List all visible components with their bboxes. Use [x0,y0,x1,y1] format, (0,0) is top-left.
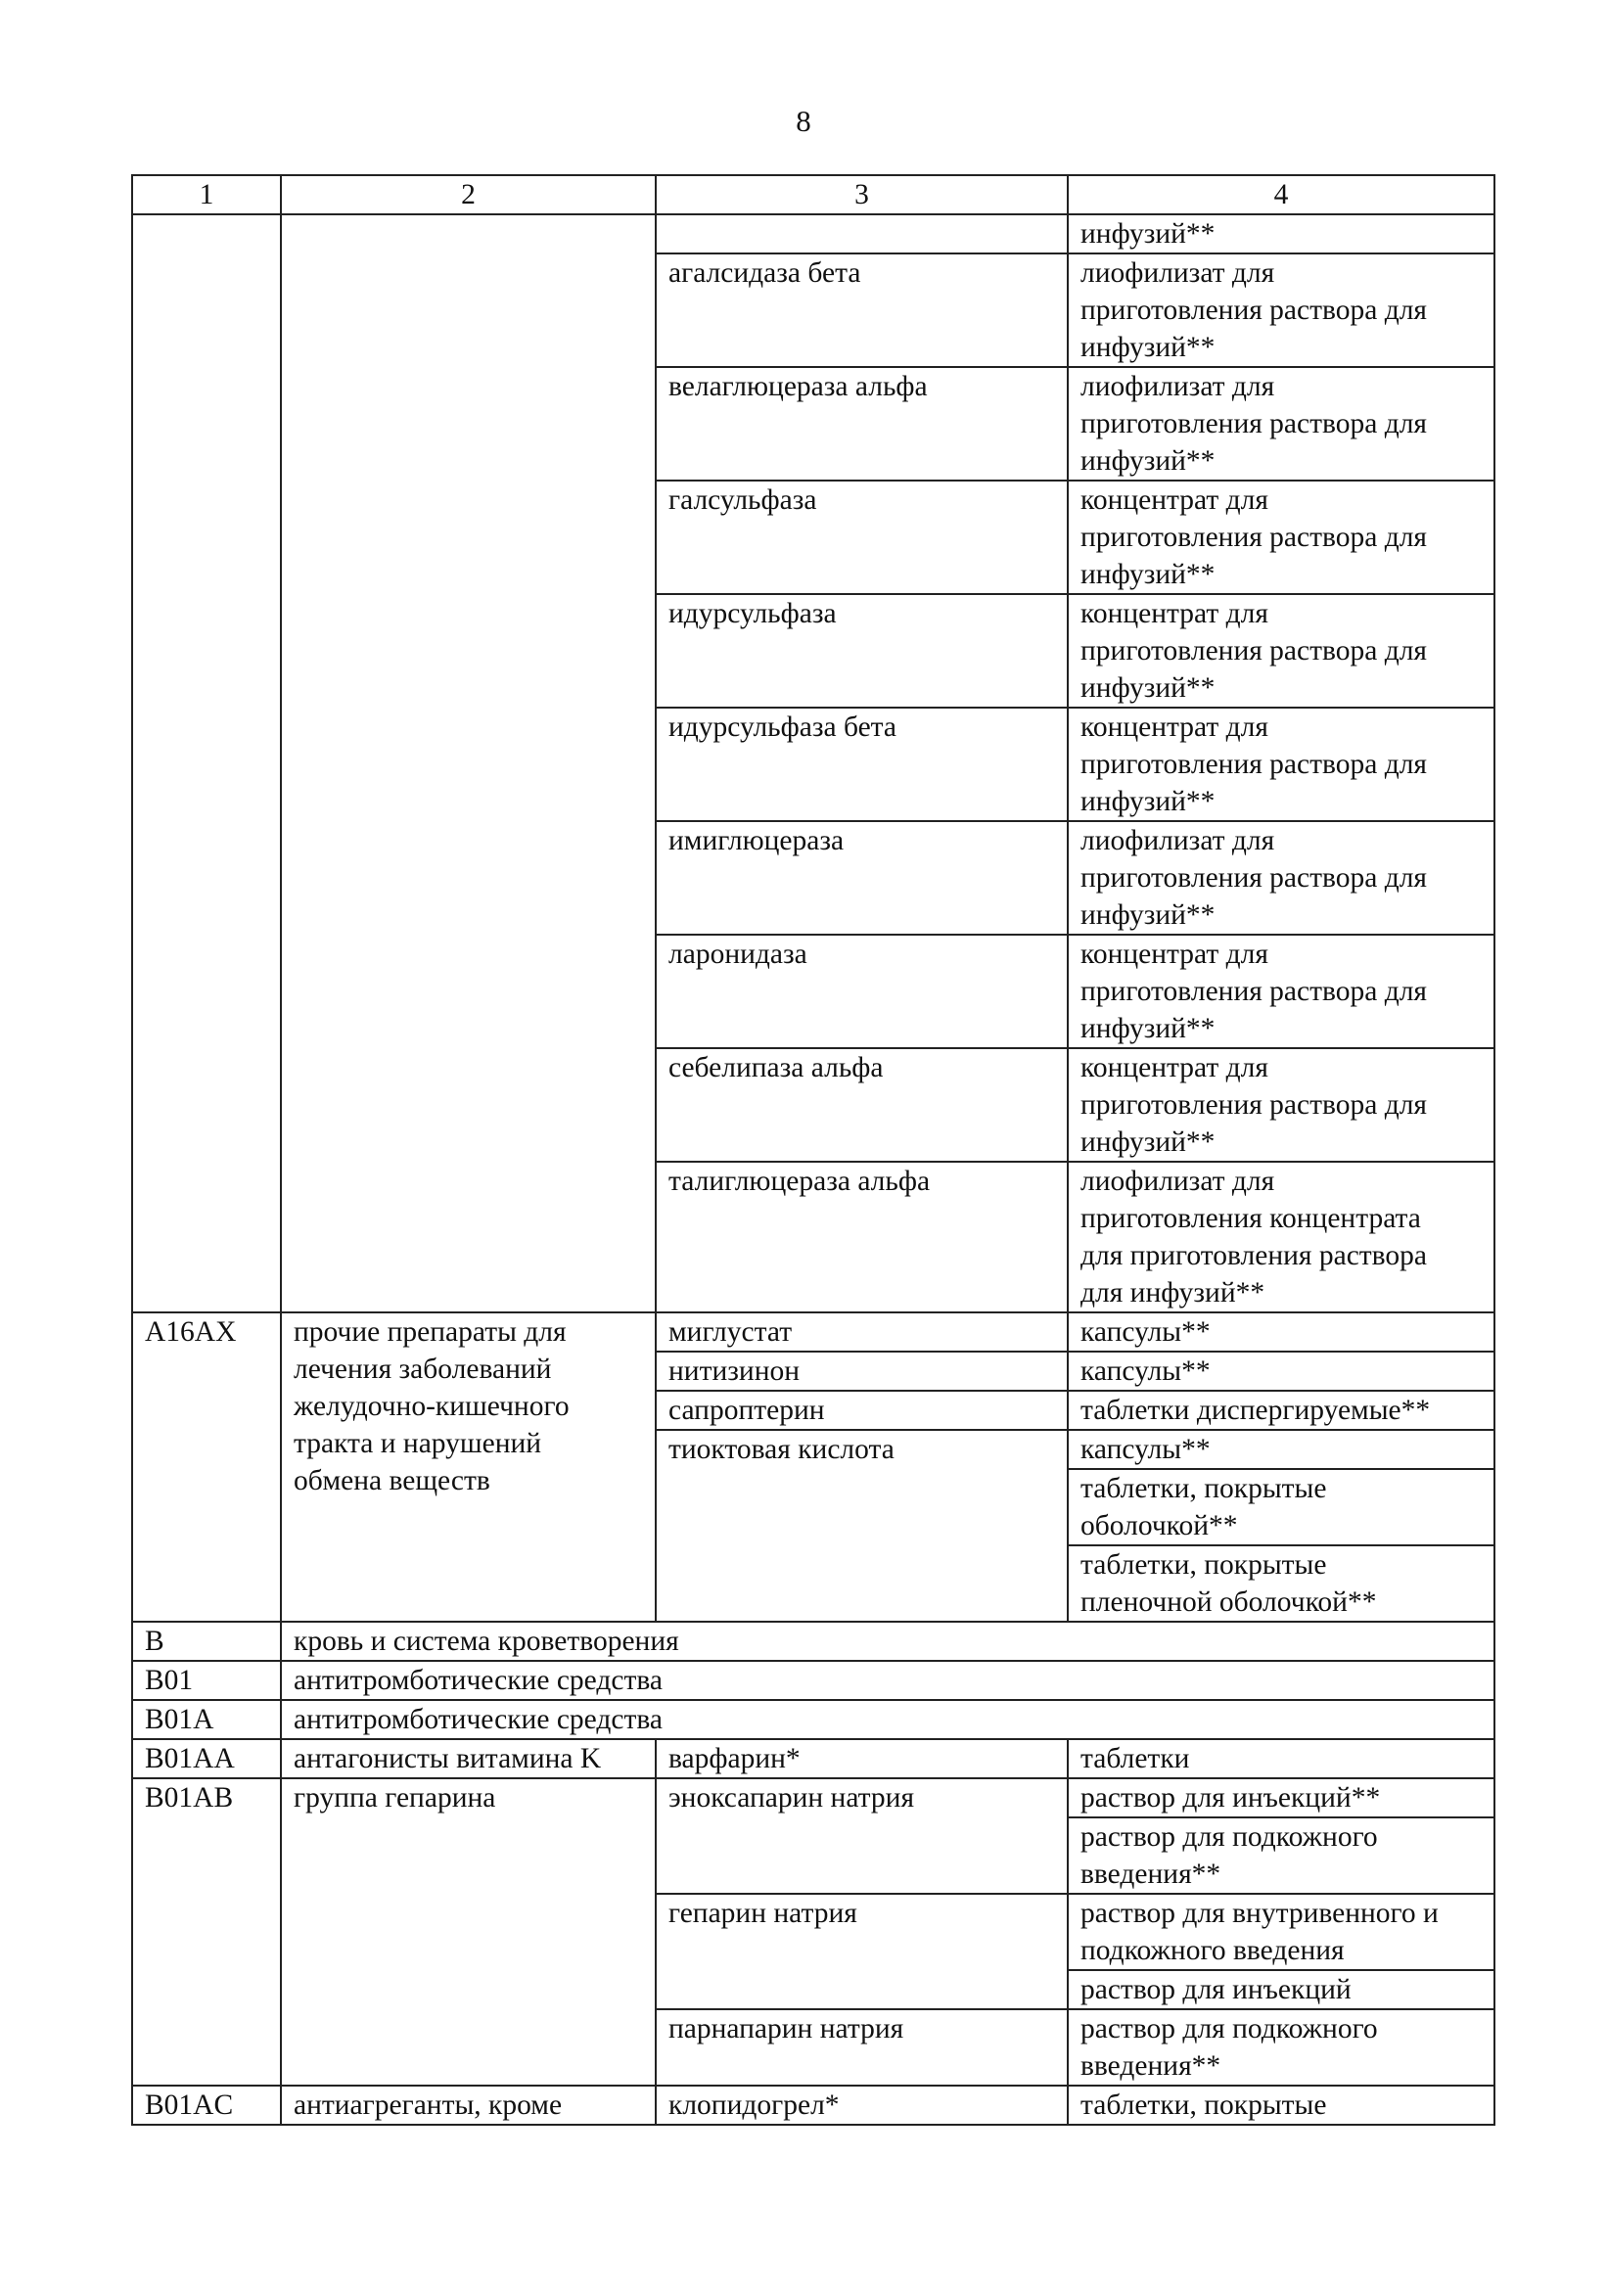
code-cell: A16AX [132,1312,281,1622]
header-row [132,175,1494,214]
group-cell: антагонисты витамина K [281,1739,656,1778]
form-cell: раствор для инъекций [1068,1970,1494,2009]
drug-cell: парнапарин натрия [656,2009,1068,2086]
form-cell: концентрат для приготовления раствора для инфузий** [1068,1048,1494,1162]
table-row [132,1312,1494,1352]
page-number: 8 [796,104,811,138]
code-cell: B01A [132,1700,281,1739]
table-header [132,175,1494,214]
table-row [132,2086,1494,2125]
form-cell: концентрат для приготовления раствора для инфузий** [1068,935,1494,1048]
drug-cell: талиглюцераза альфа [656,1162,1068,1312]
table-row [132,1739,1494,1778]
drug-cell: гепарин натрия [656,1894,1068,2009]
drug-cell: миглустат [656,1312,1068,1352]
table-row [132,1622,1494,1661]
group-cell [281,214,656,1312]
drug-cell: велаглюцераза альфа [656,367,1068,481]
table-body [132,214,1494,2125]
drug-cell: идурсульфаза [656,594,1068,708]
table-row [132,214,1494,253]
code-cell [132,214,281,1312]
drug-cell: идурсульфаза бета [656,708,1068,821]
code-cell: B01AC [132,2086,281,2125]
drug-cell: галсульфаза [656,481,1068,594]
form-cell: лиофилизат для приготовления раствора для инфузий** [1068,253,1494,367]
form-cell: лиофилизат для приготовления концентрата для приготовления раствора для инфузий** [1068,1162,1494,1312]
group-cell: антитромботические средства [281,1661,1494,1700]
header-col-2: 2 [281,175,656,214]
code-cell: B01AA [132,1739,281,1778]
drug-cell: варфарин* [656,1739,1068,1778]
form-cell: раствор для внутривенного и подкожного введения [1068,1894,1494,1970]
group-cell: группа гепарина [281,1778,656,2086]
code-cell: B01 [132,1661,281,1700]
form-cell: лиофилизат для приготовления раствора для инфузий** [1068,367,1494,481]
form-cell: раствор для подкожного введения** [1068,2009,1494,2086]
form-cell: концентрат для приготовления раствора для инфузий** [1068,708,1494,821]
form-cell: таблетки диспергируемые** [1068,1391,1494,1430]
table-row [132,1661,1494,1700]
form-cell: капсулы** [1068,1430,1494,1469]
form-cell: капсулы** [1068,1312,1494,1352]
header-col-4: 4 [1068,175,1494,214]
medication-table [131,174,1495,2126]
form-cell: таблетки, покрытые оболочкой** [1068,1469,1494,1545]
form-cell: раствор для инъекций** [1068,1778,1494,1817]
code-cell: B [132,1622,281,1661]
drug-cell: агалсидаза бета [656,253,1068,367]
form-cell: концентрат для приготовления раствора для инфузий** [1068,481,1494,594]
form-cell: таблетки [1068,1739,1494,1778]
table-row [132,1778,1494,1817]
group-cell: антиагреганты, кроме [281,2086,656,2125]
form-cell: инфузий** [1068,214,1494,253]
drug-cell: эноксапарин натрия [656,1778,1068,1894]
code-cell: B01AB [132,1778,281,2086]
form-cell: лиофилизат для приготовления раствора для инфузий** [1068,821,1494,935]
drug-cell: клопидогрел* [656,2086,1068,2125]
drug-cell: тиоктовая кислота [656,1430,1068,1622]
drug-cell: сапроптерин [656,1391,1068,1430]
form-cell: концентрат для приготовления раствора для инфузий** [1068,594,1494,708]
form-cell: раствор для подкожного введения** [1068,1817,1494,1894]
group-cell: прочие препараты для лечения заболеваний желудочно-кишечного тракта и нарушений обмена веществ [281,1312,656,1622]
form-cell: таблетки, покрытые [1068,2086,1494,2125]
form-cell: таблетки, покрытые пленочной оболочкой** [1068,1545,1494,1622]
drug-cell: нитизинон [656,1352,1068,1391]
group-cell: антитромботические средства [281,1700,1494,1739]
header-col-3: 3 [656,175,1068,214]
form-cell: капсулы** [1068,1352,1494,1391]
header-col-1: 1 [132,175,281,214]
group-cell: кровь и система кроветворения [281,1622,1494,1661]
drug-cell: ларонидаза [656,935,1068,1048]
drug-cell: себелипаза альфа [656,1048,1068,1162]
drug-cell [656,214,1068,253]
table-row [132,1700,1494,1739]
drug-cell: имиглюцераза [656,821,1068,935]
